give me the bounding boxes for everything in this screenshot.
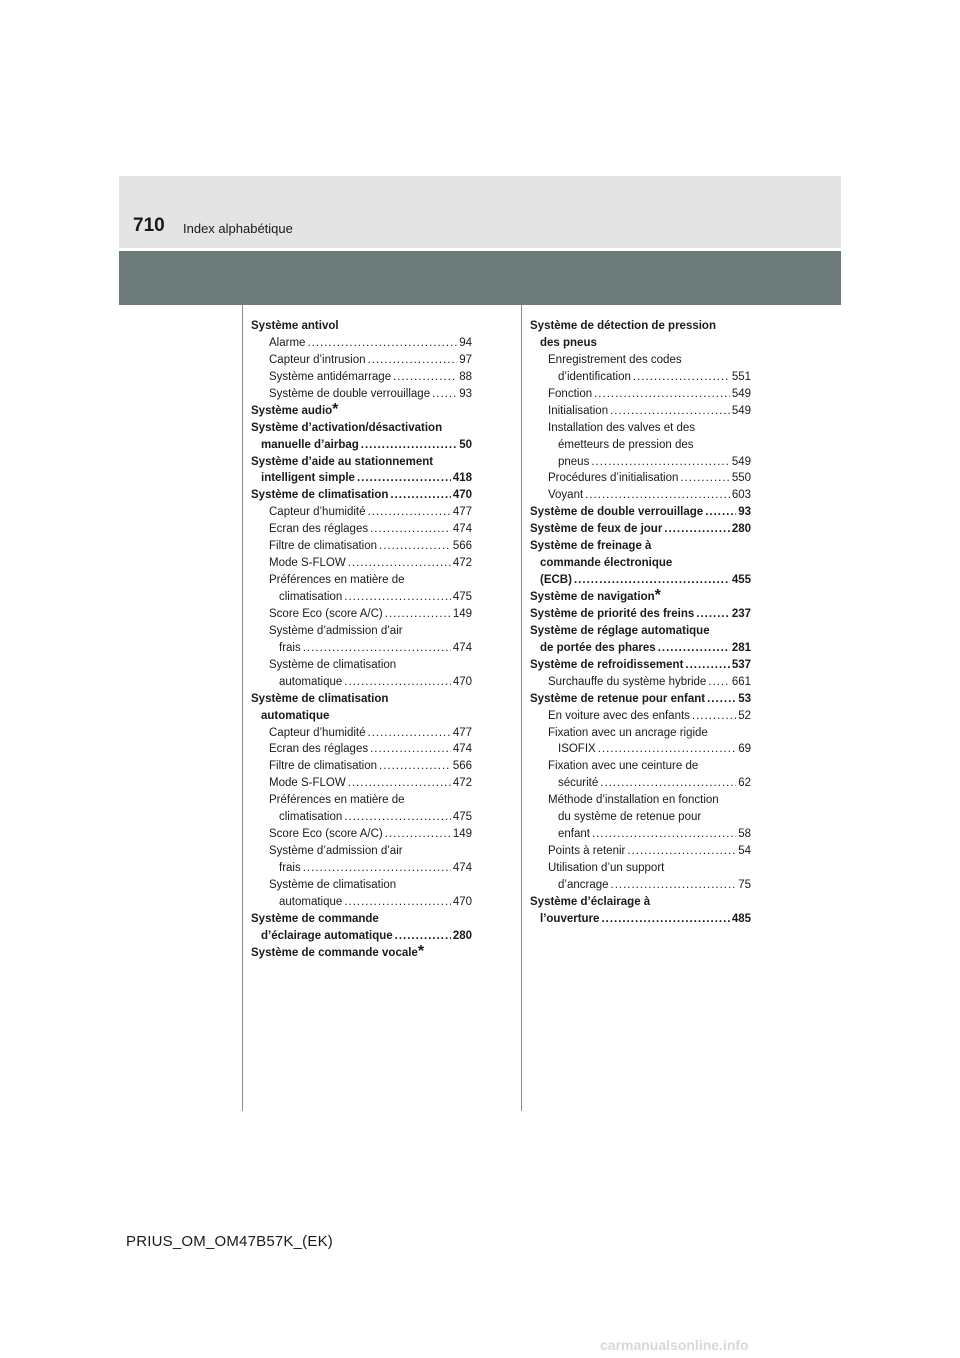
page-reference: 94 xyxy=(459,336,472,349)
index-subentry xyxy=(530,403,751,420)
leader-dots xyxy=(658,640,730,657)
page-reference: 472 xyxy=(452,777,472,790)
leader-dots xyxy=(303,860,451,877)
page-reference: 549 xyxy=(731,404,751,417)
entry-text: émetteurs de pression des xyxy=(558,438,694,451)
index-entry xyxy=(530,538,751,589)
header-dark-band xyxy=(119,251,841,305)
entry-text: Surchauffe du système hybride xyxy=(548,675,707,688)
index-subentry xyxy=(251,725,472,742)
entry-text: Système d’admission d’air xyxy=(269,624,403,637)
header-band xyxy=(119,176,841,248)
index-subentry xyxy=(530,352,751,386)
entry-text: climatisation xyxy=(279,591,343,603)
index-subentry xyxy=(251,369,472,386)
entry-text: Mode S-FLOW xyxy=(269,777,346,790)
entry-text: Filtre de climatisation xyxy=(269,760,378,773)
entry-text: Système de commande vocale xyxy=(251,946,418,959)
entry-text: Système de navigation xyxy=(530,591,655,603)
leader-dots xyxy=(385,826,451,843)
entry-text: Système de retenue pour enfant xyxy=(530,692,706,705)
entry-text: des pneus xyxy=(540,336,597,349)
index-entry xyxy=(251,911,472,945)
entry-text: Initialisation xyxy=(548,404,609,417)
entry-text: manuelle d’airbag xyxy=(261,438,359,451)
leader-dots xyxy=(393,369,457,386)
page-reference: 69 xyxy=(738,743,751,756)
document-code: PRIUS_OM_OM47B57K_(EK) xyxy=(126,1233,333,1250)
page-reference: 52 xyxy=(738,709,751,722)
page-reference: 93 xyxy=(459,387,472,400)
entry-text: Filtre de climatisation xyxy=(269,540,378,553)
leader-dots xyxy=(385,606,451,623)
entry-text: Système de double verrouillage xyxy=(269,387,431,400)
index-entry xyxy=(530,657,751,674)
page-reference: 472 xyxy=(452,557,472,570)
leader-dots xyxy=(591,454,729,471)
entry-text: Système de réglage automatique xyxy=(530,624,710,637)
entry-text: Alarme xyxy=(269,336,306,349)
leader-dots xyxy=(696,606,730,623)
page-reference: 603 xyxy=(731,489,751,502)
entry-text: Installation des valves et des xyxy=(548,421,696,434)
entry-text: Système de priorité des freins xyxy=(530,607,695,620)
entry-text: Système d’admission d’air xyxy=(269,845,403,858)
page-reference: 50 xyxy=(459,438,472,451)
leader-dots xyxy=(357,470,451,487)
page-reference: 54 xyxy=(738,845,751,858)
entry-text: Système de freinage à xyxy=(530,540,652,553)
entry-text: Système de climatisation xyxy=(251,489,389,502)
page-reference: 470 xyxy=(452,895,472,908)
leader-dots xyxy=(705,504,736,521)
page-reference: 53 xyxy=(738,692,751,705)
index-entry xyxy=(530,623,751,657)
index-subentry xyxy=(530,420,751,471)
index-entry xyxy=(530,521,751,538)
leader-dots xyxy=(610,403,730,420)
leader-dots xyxy=(432,386,457,403)
index-subentry xyxy=(530,843,751,860)
leader-dots xyxy=(585,487,730,504)
leader-dots xyxy=(344,894,451,911)
entry-text: Système de climatisation xyxy=(251,692,389,705)
page-reference: 88 xyxy=(459,370,472,383)
entry-text: Système de climatisation xyxy=(269,878,397,891)
index-subentry xyxy=(251,623,472,657)
index-subentry xyxy=(530,758,751,792)
entry-text: Préférences en matière de xyxy=(269,574,405,587)
index-subentry xyxy=(251,572,472,606)
entry-text: Système d’activation/désactivation xyxy=(251,421,443,434)
leader-dots xyxy=(594,386,730,403)
index-entry xyxy=(530,606,751,623)
entry-text: Système de refroidissement xyxy=(530,658,684,671)
index-subentry xyxy=(251,843,472,877)
leader-dots xyxy=(390,487,450,504)
page-reference: 237 xyxy=(731,607,751,620)
index-subentry xyxy=(530,386,751,403)
entry-text: Préférences en matière de xyxy=(269,794,405,807)
entry-text: Système de détection de pression xyxy=(530,320,716,332)
index-entry xyxy=(251,454,472,488)
index-subentry xyxy=(530,487,751,504)
page-reference: 149 xyxy=(452,828,472,841)
page-reference: 470 xyxy=(452,675,472,688)
page-reference: 475 xyxy=(452,591,472,603)
leader-dots xyxy=(348,775,451,792)
entry-text: l’ouverture xyxy=(540,912,600,925)
page-reference: 62 xyxy=(738,777,751,790)
entry-text: d’ancrage xyxy=(558,878,609,891)
entry-text: climatisation xyxy=(279,811,343,824)
entry-text: Score Eco (score A/C) xyxy=(269,828,383,841)
index-subentry xyxy=(251,657,472,691)
leader-dots xyxy=(633,369,730,386)
entry-text: pneus xyxy=(558,455,590,468)
index-entry: Système audio * xyxy=(251,400,339,418)
leader-dots xyxy=(574,572,730,589)
index-subentry xyxy=(530,470,751,487)
entry-text: Capteur d’humidité xyxy=(269,726,366,739)
page-reference: 93 xyxy=(738,506,751,519)
index-subentry xyxy=(251,504,472,521)
leader-dots xyxy=(627,843,736,860)
page-reference: 281 xyxy=(731,641,751,654)
page-reference: 551 xyxy=(731,370,751,383)
leader-dots xyxy=(303,640,451,657)
entry-text: Enregistrement des codes xyxy=(548,353,682,366)
entry-text: sécurité xyxy=(558,777,599,790)
index-subentry xyxy=(251,758,472,775)
index-subentry xyxy=(530,708,751,725)
index-subentry xyxy=(251,792,472,826)
entry-text: frais xyxy=(279,641,301,654)
entry-text: intelligent simple xyxy=(261,472,355,485)
entry-text: En voiture avec des enfants xyxy=(548,709,690,722)
index-entry: Système de navigation * xyxy=(530,587,661,604)
leader-dots xyxy=(348,555,451,572)
entry-text: Score Eco (score A/C) xyxy=(269,607,383,620)
page-reference: 549 xyxy=(731,387,751,400)
entry-text: Système antivol xyxy=(251,320,339,332)
page-reference: 97 xyxy=(459,353,472,366)
entry-text: Fixation avec une ceinture de xyxy=(548,760,699,773)
column-divider-right xyxy=(521,305,522,1111)
page-reference: 477 xyxy=(452,726,472,739)
index-subentry xyxy=(530,725,751,759)
leader-dots xyxy=(379,758,451,775)
page-reference: 550 xyxy=(731,472,751,485)
page-reference: 485 xyxy=(731,912,751,925)
entry-text: Système de double verrouillage xyxy=(530,506,704,519)
page-reference: 75 xyxy=(738,878,751,891)
index-subentry xyxy=(530,792,751,843)
index-entry xyxy=(530,691,751,708)
leader-dots xyxy=(611,877,737,894)
section-title: Index alphabétique xyxy=(183,221,293,236)
leader-dots xyxy=(601,911,729,928)
index-entry xyxy=(251,691,472,725)
page-reference: 470 xyxy=(452,489,472,502)
leader-dots xyxy=(692,708,736,725)
leader-dots xyxy=(664,521,730,538)
index-entry xyxy=(251,318,472,335)
entry-text: d’éclairage automatique xyxy=(261,929,393,942)
entry-text: du système de retenue pour xyxy=(558,811,702,824)
leader-dots xyxy=(368,504,451,521)
entry-text: Fixation avec un ancrage rigide xyxy=(548,726,708,739)
leader-dots xyxy=(344,674,451,691)
page-number: 710 xyxy=(133,215,165,236)
watermark: carmanualsonline.info xyxy=(600,1337,749,1353)
leader-dots xyxy=(344,809,451,826)
index-subentry xyxy=(251,775,472,792)
page-reference: 418 xyxy=(452,472,472,485)
entry-text: ISOFIX xyxy=(558,743,596,756)
entry-text: Méthode d’installation en fonction xyxy=(548,794,719,807)
leader-dots xyxy=(370,741,451,758)
entry-text: Procédures d’initialisation xyxy=(548,472,679,485)
page-reference: 474 xyxy=(452,641,472,654)
entry-text: automatique xyxy=(261,709,330,722)
index-subentry xyxy=(251,555,472,572)
entry-text: Système audio xyxy=(251,404,333,417)
page-reference: 566 xyxy=(452,540,472,553)
leader-dots xyxy=(600,775,736,792)
index-subentry xyxy=(251,606,472,623)
leader-dots xyxy=(685,657,729,674)
page-reference: 280 xyxy=(731,523,751,536)
leader-dots xyxy=(379,538,451,555)
leader-dots xyxy=(368,725,451,742)
index-subentry xyxy=(251,386,472,403)
page-reference: 149 xyxy=(452,607,472,620)
leader-dots xyxy=(592,826,736,843)
entry-text: automatique xyxy=(279,675,343,688)
entry-text: Système de commande xyxy=(251,912,379,925)
entry-text: Voyant xyxy=(548,489,584,502)
entry-text: Capteur d’humidité xyxy=(269,506,366,519)
index-subentry xyxy=(251,335,472,352)
leader-dots xyxy=(680,470,729,487)
leader-dots xyxy=(707,691,736,708)
index-column-right xyxy=(530,318,751,928)
entry-text: enfant xyxy=(558,828,590,841)
entry-text: de portée des phares xyxy=(540,641,656,654)
leader-dots xyxy=(370,521,451,538)
index-subentry xyxy=(530,674,751,691)
index-entry xyxy=(251,420,472,454)
index-subentry xyxy=(530,860,751,894)
page-reference: 280 xyxy=(452,929,472,942)
page-reference: 474 xyxy=(452,523,472,536)
index-subentry xyxy=(251,521,472,538)
entry-text: Système d’éclairage à xyxy=(530,895,651,908)
entry-text: automatique xyxy=(279,895,343,908)
index-subentry xyxy=(251,741,472,758)
page-reference: 474 xyxy=(452,743,472,756)
leader-dots xyxy=(708,674,729,691)
page-reference: 474 xyxy=(452,862,472,874)
index-subentry xyxy=(251,877,472,911)
column-divider-left xyxy=(242,305,243,1111)
page-reference: 475 xyxy=(452,811,472,824)
entry-text: Points à retenir xyxy=(548,845,626,858)
entry-text: Ecran des réglages xyxy=(269,523,369,536)
page-reference: 549 xyxy=(731,455,751,468)
page-reference: 537 xyxy=(731,658,751,671)
page-reference: 661 xyxy=(731,675,751,688)
index-entry xyxy=(530,894,751,928)
entry-text: Fonction xyxy=(548,387,593,400)
index-column-left xyxy=(251,318,472,962)
page-reference: 566 xyxy=(452,760,472,773)
entry-text: Ecran des réglages xyxy=(269,743,369,756)
index-entry xyxy=(530,504,751,521)
entry-text: Système antidémarrage xyxy=(269,370,392,383)
index-subentry xyxy=(251,826,472,843)
entry-text: Mode S-FLOW xyxy=(269,557,346,570)
entry-text: (ECB) xyxy=(540,574,572,587)
entry-text: frais xyxy=(279,862,301,874)
index-subentry xyxy=(251,352,472,369)
page-reference: 477 xyxy=(452,506,472,519)
index-subentry xyxy=(251,538,472,555)
index-entry xyxy=(251,487,472,504)
entry-text: commande électronique xyxy=(540,557,673,570)
entry-text: Système de climatisation xyxy=(269,658,397,671)
leader-dots xyxy=(307,335,457,352)
entry-text: Utilisation d’un support xyxy=(548,862,665,874)
leader-dots xyxy=(344,589,451,606)
page-reference: 455 xyxy=(731,574,751,587)
page-reference: 58 xyxy=(738,828,751,841)
index-entry xyxy=(530,318,751,352)
leader-dots xyxy=(368,352,458,369)
entry-text: Système de feux de jour xyxy=(530,523,663,536)
entry-text: Capteur d’intrusion xyxy=(269,353,366,366)
entry-text: Système d’aide au stationnement xyxy=(251,455,434,468)
index-entry: Système de commande vocale * xyxy=(251,942,425,960)
entry-text: d’identification xyxy=(558,370,631,383)
leader-dots xyxy=(598,741,737,758)
leader-dots xyxy=(361,437,457,454)
